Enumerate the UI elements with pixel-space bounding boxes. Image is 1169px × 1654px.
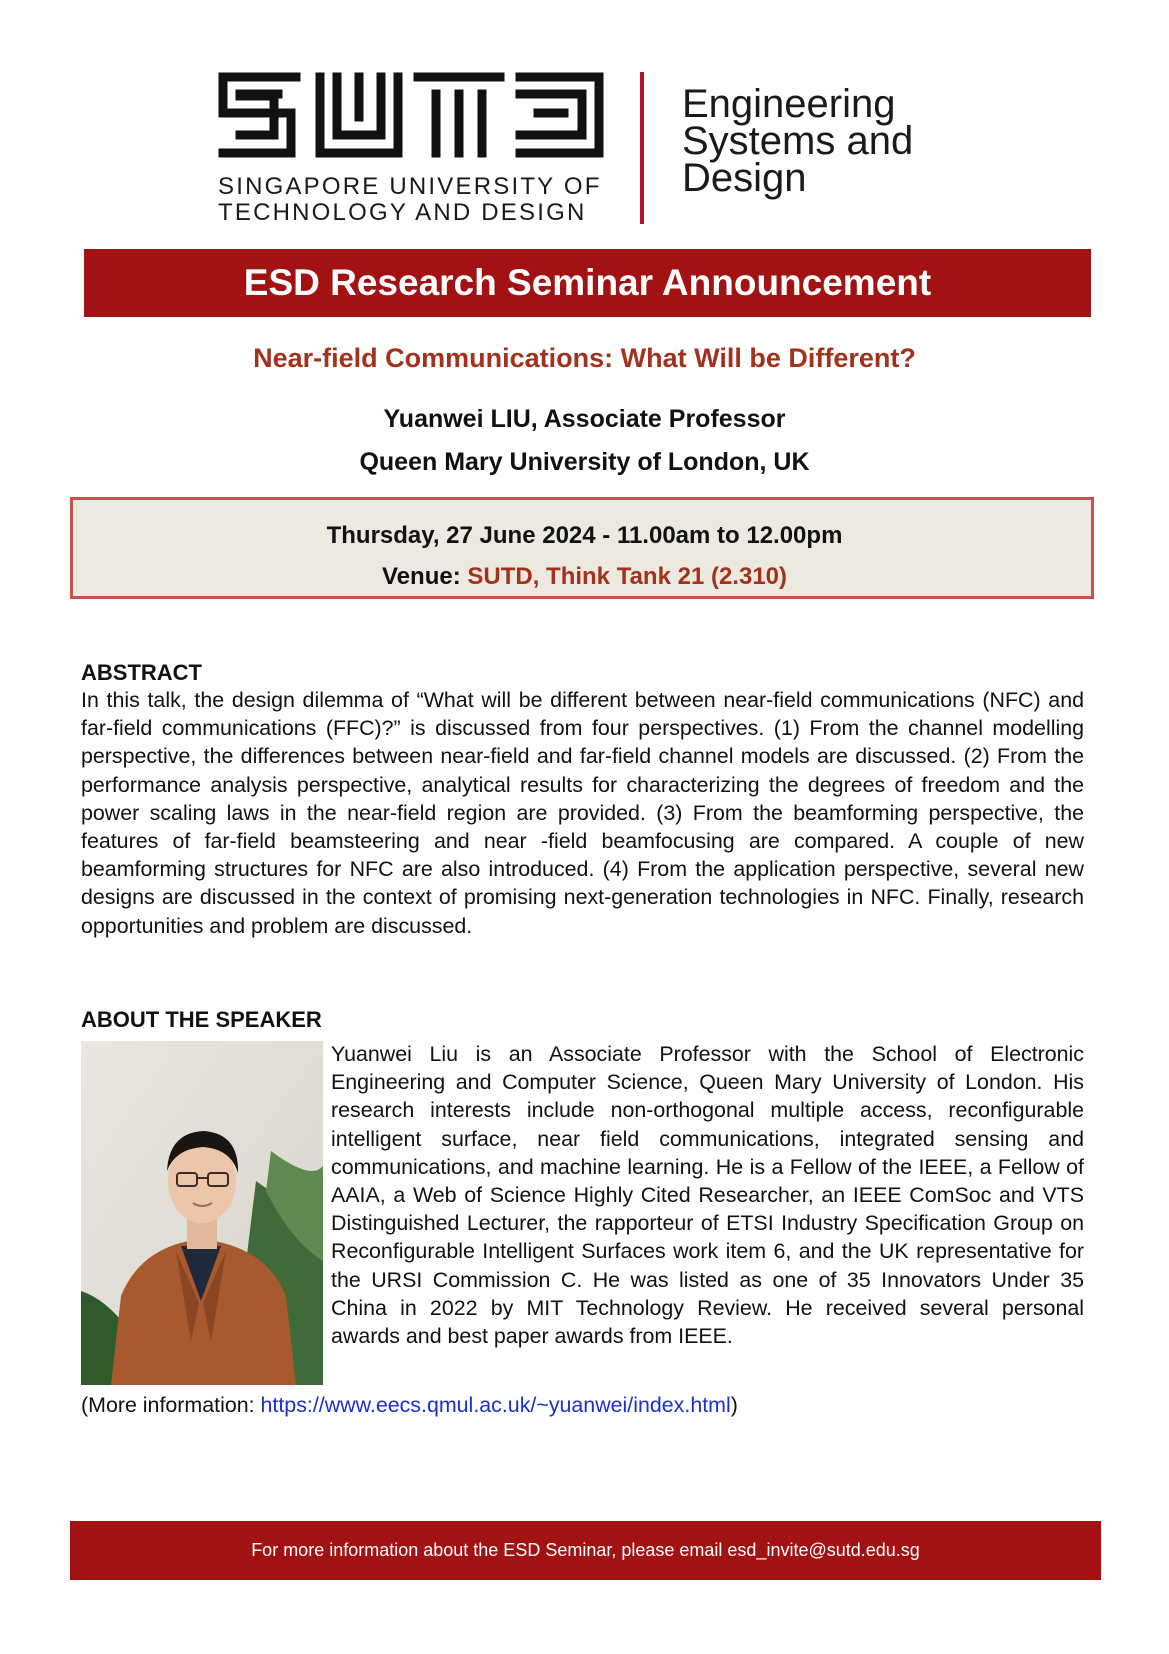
speaker-name: Yuanwei LIU, Associate Professor (383, 405, 786, 433)
sutd-logo-icon (218, 72, 604, 158)
more-info-suffix: ) (730, 1393, 738, 1417)
about-speaker-heading: ABOUT THE SPEAKER (81, 1007, 322, 1032)
department-line2: Systems and (682, 119, 914, 163)
event-datetime: Thursday, 27 June 2024 - 11.00am to 12.00pm (326, 522, 843, 549)
department-line1: Engineering (682, 82, 896, 126)
footer-contact-text: For more information about the ESD Seminar, please email esd_invite@sutd.edu.sg (251, 1540, 920, 1560)
university-name-line1: SINGAPORE UNIVERSITY OF (218, 173, 602, 200)
speaker-photo (81, 1041, 323, 1385)
department-line3: Design (682, 156, 807, 200)
more-info-prefix: (More information: (81, 1393, 261, 1417)
talk-title: Near-field Communications: What Will be Different? (253, 343, 916, 373)
university-name-line2: TECHNOLOGY AND DESIGN (218, 199, 587, 226)
speaker-affiliation: Queen Mary University of London, UK (359, 448, 810, 476)
speaker-homepage-link[interactable]: https://www.eecs.qmul.ac.uk/~yuanwei/index.html (260, 1393, 731, 1417)
venue-line (0, 563, 1169, 591)
venue-label: Venue: (382, 563, 468, 590)
university-name (218, 174, 618, 226)
footer-bar (70, 1521, 1101, 1580)
announcement-banner (84, 249, 1091, 317)
venue-value: SUTD, Think Tank 21 (2.310) (467, 563, 787, 590)
banner-title: ESD Research Seminar Announcement (243, 262, 932, 303)
logo-divider (640, 72, 644, 224)
abstract-heading: ABSTRACT (81, 660, 202, 685)
speaker-bio: Yuanwei Liu is an Associate Professor with the School of Electronic Engineering and Computer Science, Queen Mary University of London. His research interests include non-orthogonal multiple access, reconfigurable intelligent surface, near field communications, integrated sensing and communications, and machine learning. He is a Fellow of the IEEE, a Fellow of AAIA, a Web of Science Highly Cited Researcher, an IEEE ComSoc and VTS Distinguished Lecturer, the rapporteur of ETSI Industry Specification Group on Reconfigurable Intelligent Surfaces work item 6, and the UK representative for the URSI Commission C. He was listed as one of 35 Innovators Under 35 China in 2022 by MIT Technology Review. He received several personal awards and best paper awards from IEEE. (331, 1042, 1084, 1349)
abstract-body: In this talk, the design dilemma of “What will be different between near-field communications (NFC) and far-field communications (FFC)?” is discussed from four perspectives. (1) From the channel modelling perspective, the differences between near-field and far-field channel models are discussed. (2) From the performance analysis perspective, analytical results for characterizing the degrees of freedom and the power scaling laws in the near-field region are provided. (3) From the beamforming perspective, the features of far-field beamsteering and near -field beamfocusing are compared. A couple of new beamforming structures for NFC are also introduced. (4) From the application perspective, several new designs are discussed in the context of promising next-generation technologies in NFC. Finally, research opportunities and problem are discussed. (81, 688, 1084, 938)
department-name (682, 82, 982, 200)
more-info-line (81, 1393, 738, 1418)
